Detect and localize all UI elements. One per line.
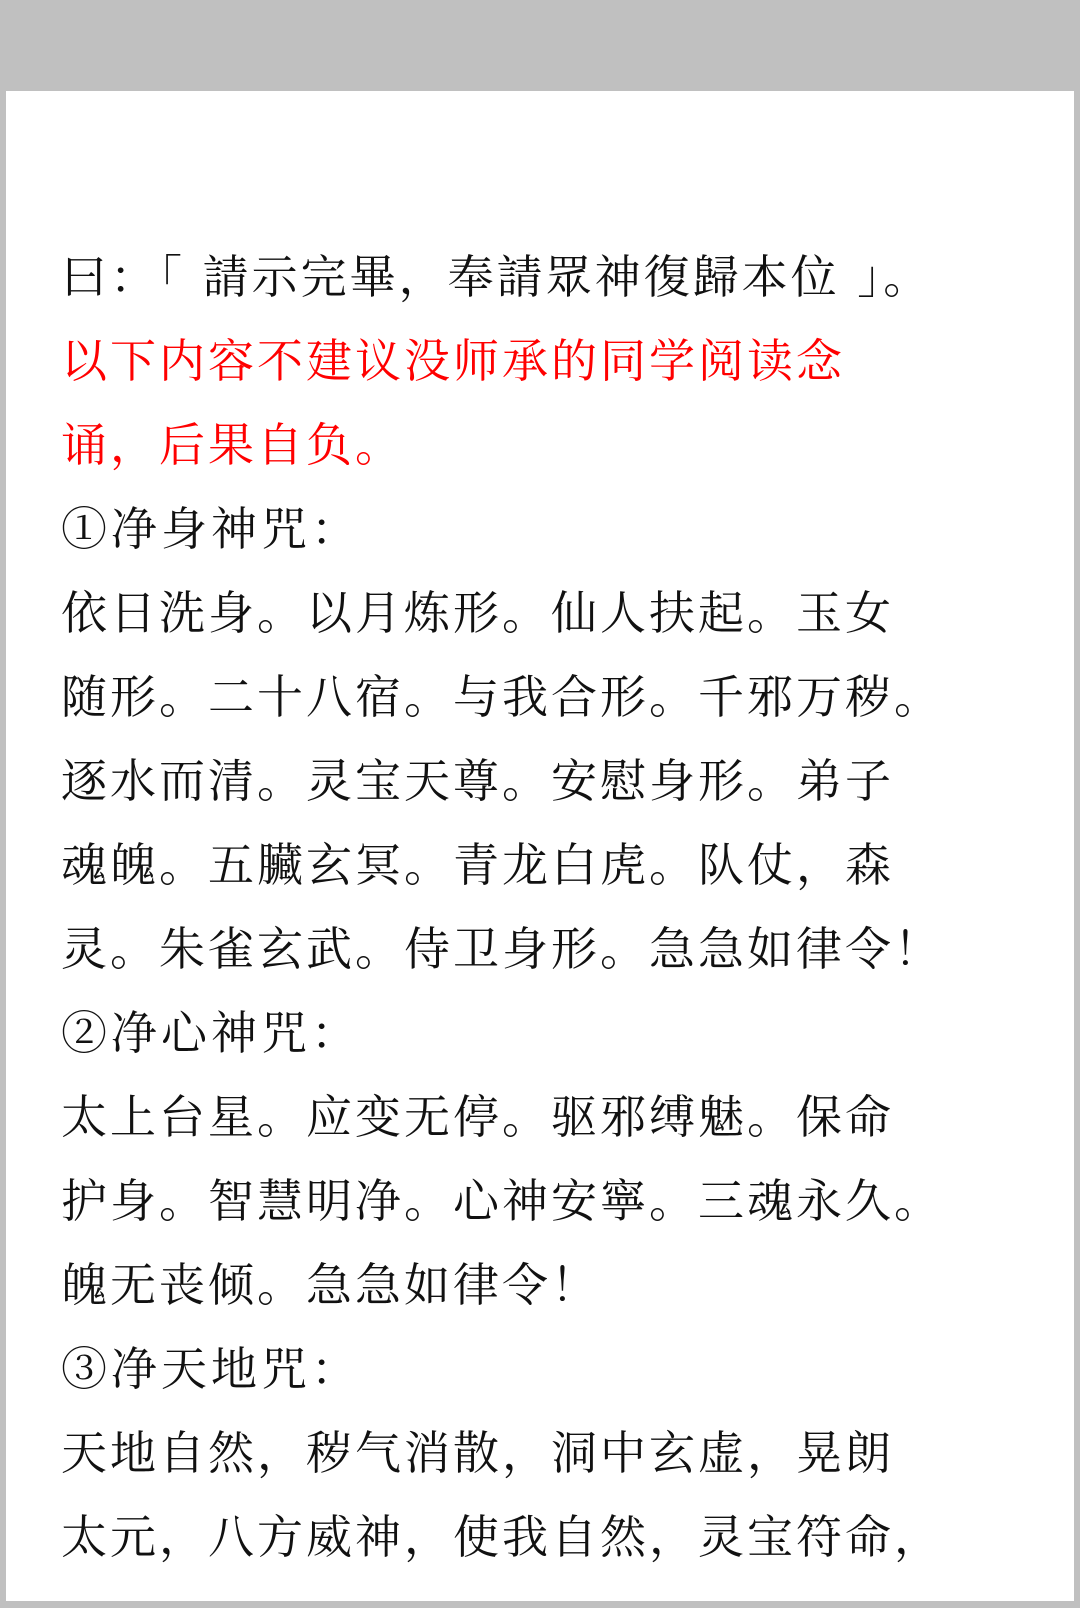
text-line: 护身。智慧明净。心神安寧。三魂永久。	[61, 1174, 943, 1228]
text-line: 太元，八方威神，使我自然，灵宝符命，	[61, 1510, 943, 1564]
text-line: 逐水而清。灵宝天尊。安慰身形。弟子	[61, 754, 894, 808]
text-line: 魄无丧倾。急急如律令！	[61, 1258, 600, 1312]
text-body	[61, 235, 1021, 1579]
text-line: 灵。朱雀玄武。侍卫身形。急急如律令！	[61, 922, 943, 976]
document-page	[6, 91, 1074, 1601]
text-line: 曰：「 請示完畢，奉請眾神復歸本位 」。	[61, 250, 933, 304]
warning-line: 以下内容不建议没师承的同学阅读念	[61, 334, 845, 388]
text-line: 依日洗身。以月炼形。仙人扶起。玉女	[61, 586, 894, 640]
text-line: 天地自然，秽气消散，洞中玄虚，晃朗	[61, 1426, 894, 1480]
text-line: 随形。二十八宿。与我合形。千邪万秽。	[61, 670, 943, 724]
section-heading: ①净身神咒：	[61, 502, 361, 556]
warning-line: 诵，后果自负。	[61, 418, 404, 472]
section-heading: ②净心神咒：	[61, 1006, 361, 1060]
section-heading: ③净天地咒：	[61, 1342, 361, 1396]
text-line: 太上台星。应变无停。驱邪缚魅。保命	[61, 1090, 894, 1144]
text-line: 魂魄。五臟玄冥。青龙白虎。队仗，森	[61, 838, 894, 892]
